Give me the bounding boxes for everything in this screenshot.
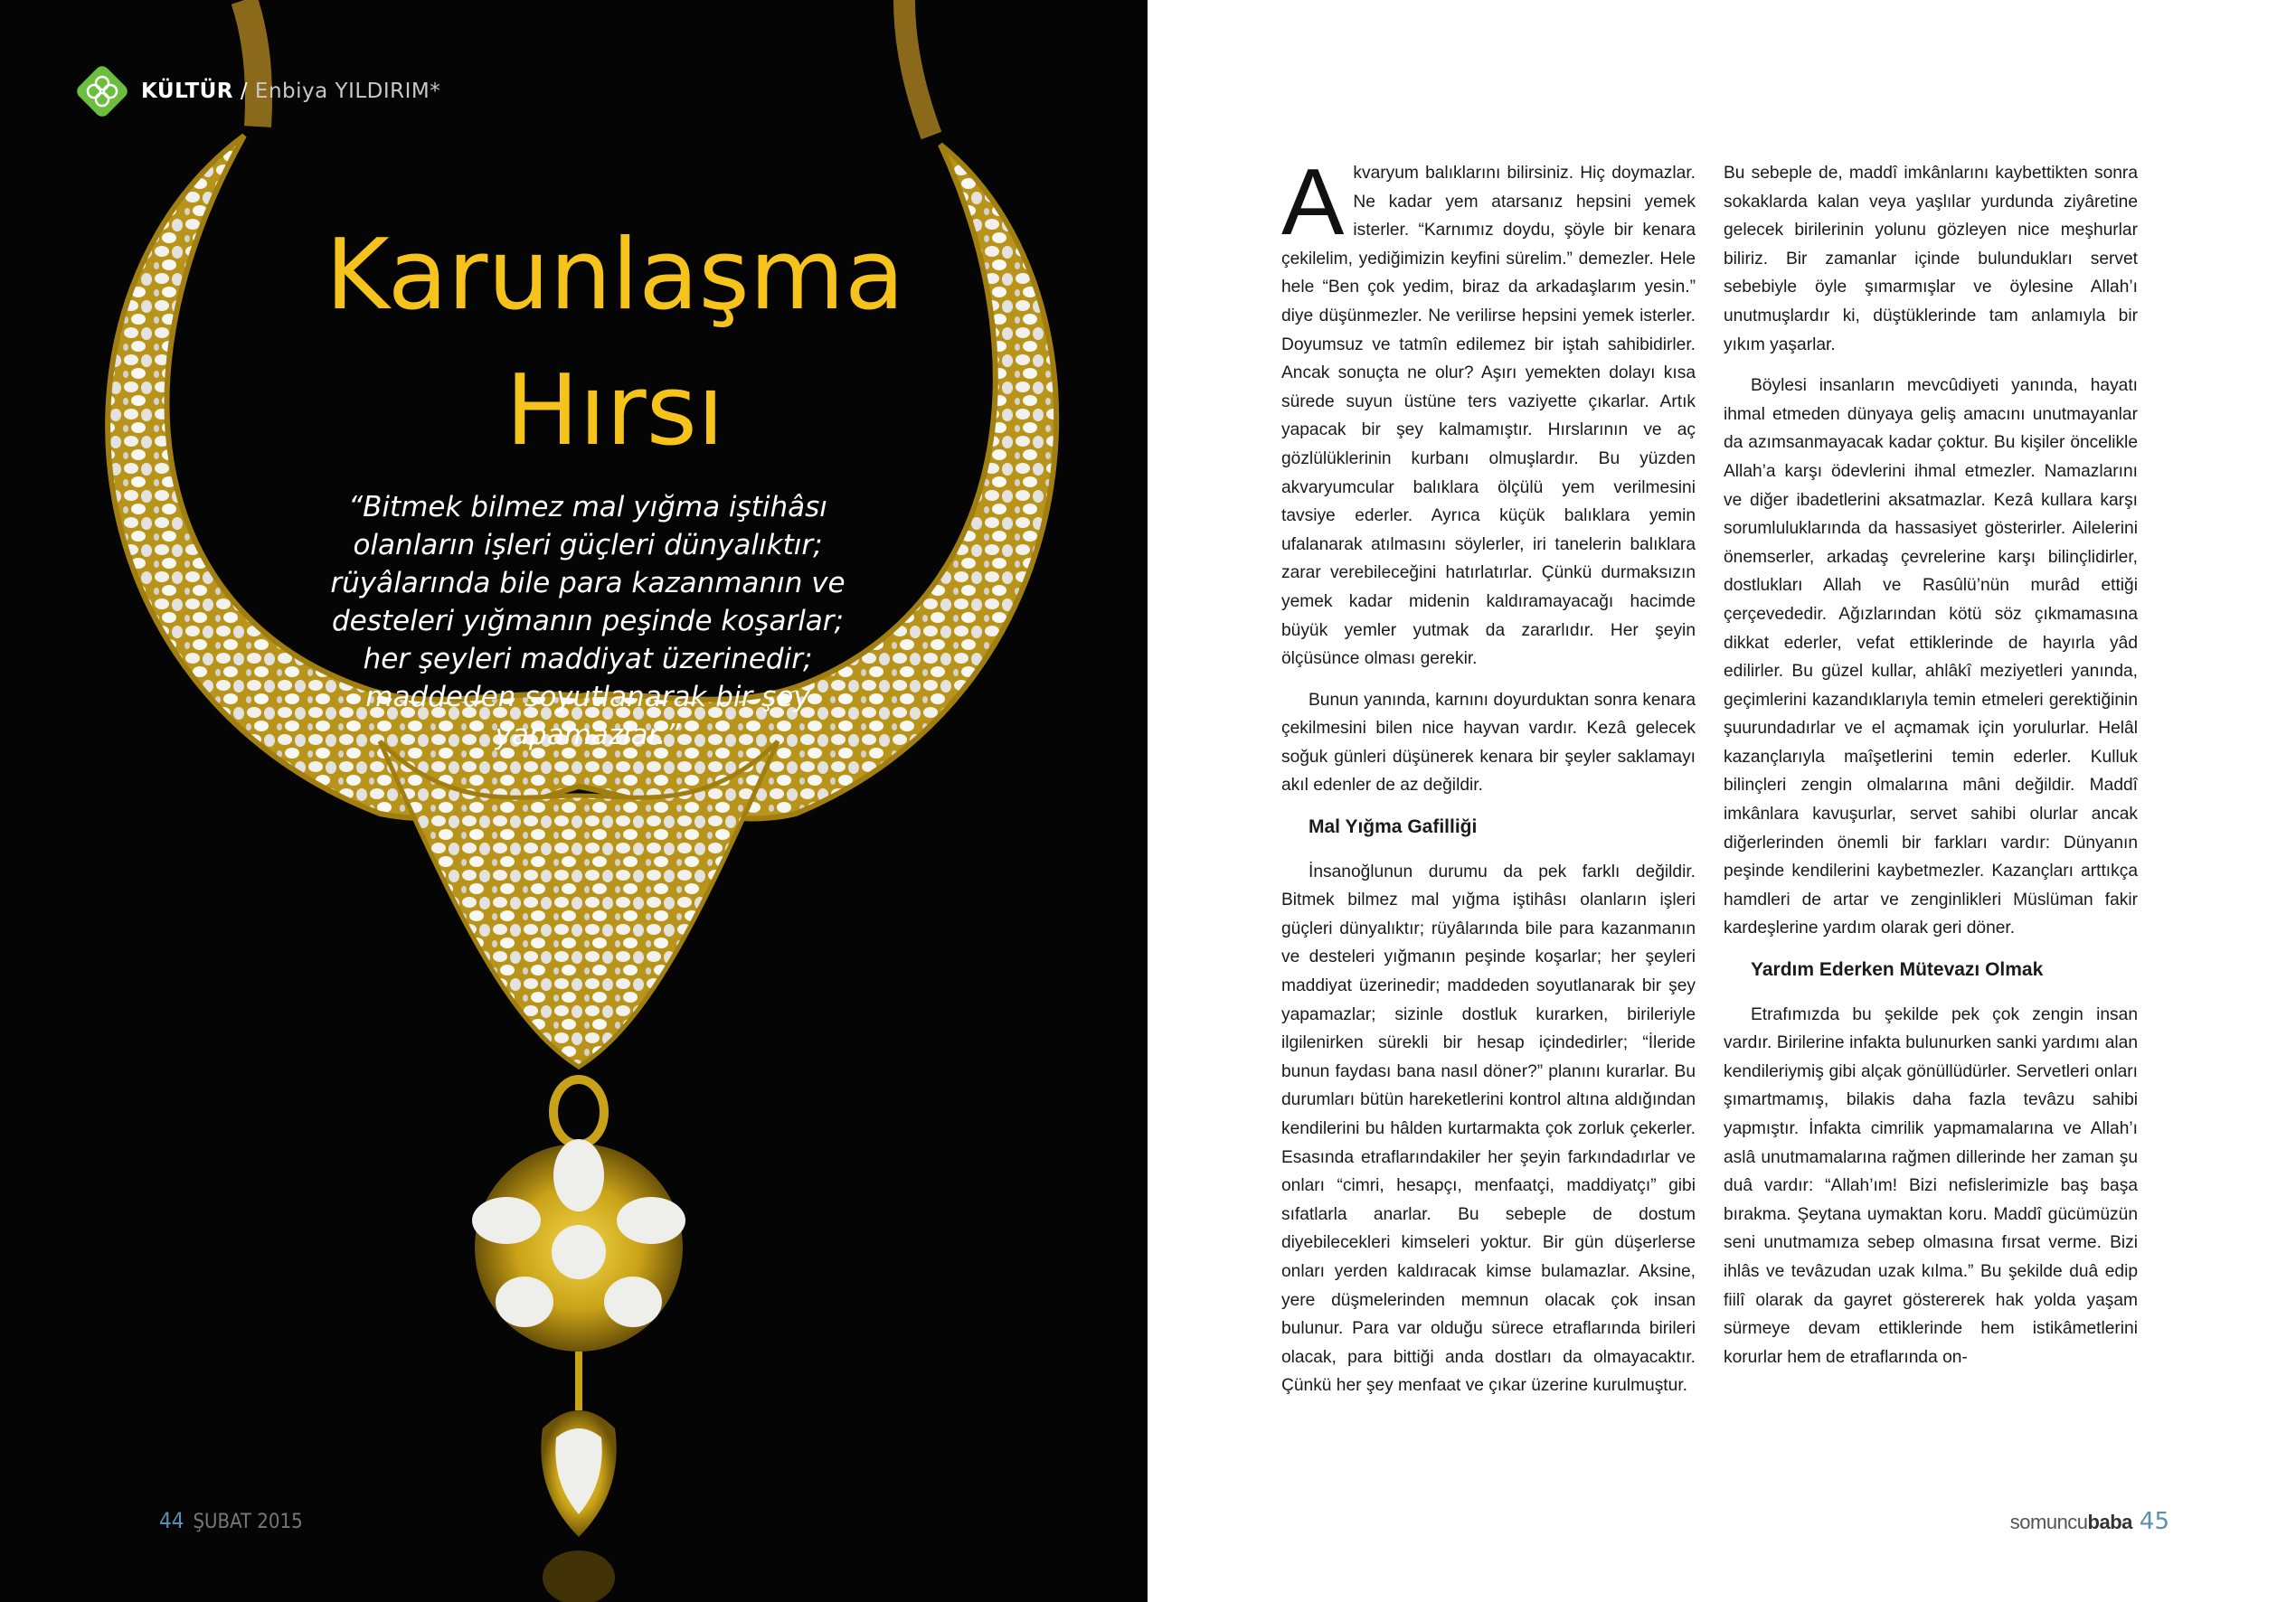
byline-separator: / [233,80,255,103]
subheading: Mal Yığma Gafilliği [1309,816,1478,838]
paragraph: İnsanoğlunun durumu da pek farklı değildir. Bitmek bilmez mal yığma iştihâsı olanların işleri güçleri dünyalıktır; rüyâlarında bile para kazanmanın ve desteleri yığmanın peşinde koşarlar; her şeyleri maddiyat üzerinedir; maddeden soyutlanarak bir şey yapamazlar; sizinle dostluk kurarken, birileriyle ilgilenirken sürekli bir hesap içindedirler; “İleride bunun faydası bana nasıl döner?” planını kurarlar. Bu durumları bütün hareketlerini kontrol altına aldığından kendilerini bu hâlden kurtarmakta çok zorluk çekerler. Esasında etraflarındakiler her şeyin farkındadırlar ve onları “cimri, hesapçı, menfaatçi, maddiyatçı” gibi sıfatlarla anarlar. Bu sebeple de dostum diyebilecekleri kimseleri yoktur. Bir gün düşerlerse onları yerden kaldıracak kimse bulamazlar. Aksine, yere düşmelerinden memnun olacak çok insan bulunur. Para var olduğu sürece etraflarında birileri olacak, para bittiği anda dostları da olmayacaktır. Çünkü her şey menfaat ve çıkar üzerine kurulmuştur. [1281,862,1696,1396]
drop-cap: A [1281,150,1345,255]
left-page-number: 44 [159,1508,184,1533]
section-name: KÜLTÜR [141,80,234,103]
article-column-1 [1281,150,1696,1413]
paragraph: Bunun yanında, karnını doyurduktan sonra kenara çekilmesini bilen nice hayvan vardır. Kezâ gelecek soğuk günleri düşünerek kenara bir şeyler saklamayı akıl edenler de az değildir. [1281,690,1696,796]
article-column-2 [1724,159,2138,1384]
right-page-number: 45 [2139,1508,2169,1535]
article-title [298,208,931,479]
left-folio [159,1508,303,1533]
pullquote-line: olanların işleri güçleri dünyalıktır; [353,529,823,561]
magazine-brand [2010,1511,2132,1534]
title-line-2: Hırsı [505,354,724,467]
pullquote-line: “Bitmek bilmez mal yığma iştihâsı [348,491,827,523]
issue-date: ŞUBAT 2015 [193,1511,303,1533]
brand-part-2: baba [2087,1511,2132,1533]
right-folio [2010,1508,2169,1535]
paragraph: Böylesi insanların mevcûdiyeti yanında, hayatı ihmal etmeden dünyaya geliş amacını unutmayanlar da azımsanmayacak kadar çoktur. Bu kişiler öncelikle Allah’a karşı ödevlerini ihmal etmezler. Namazlarını ve diğer ibadetlerini aksatmazlar. Kezâ kullara karşı sorumluluklarında da hassasiyet gösterirler. Ailelerini önemserler, arkadaş çevrelerine karşı bilinçlidirler, dostlukları Allah ve Rasûlü’nün murâd ettiği çerçevededir. Ağızlarından kötü söz çıkmamasına dikkat ederler, vefat ettiklerinde de hayırla yâd edilirler. Bu güzel kullar, ahlâkî meziyetleri yanında, geçimlerini kazandıklarıyla temin etmeleri gerektiğinin şuurundadırlar ve el açmamak için yorulurlar. Helâl kazançlarıyla maîşetlerini temin ederler. Kulluk bilinçleri zengin olmalarına mâni değildir. Maddî imkânlara kavuşurlar, servet sahibi olurlar ancak diğerlerinden önemli bir farkları vardır: Dünyanın peşinde kendilerini kaybetmezler. Kazançları arttıkça hamdleri de artar ve zenginlikleri Müslüman fakir kardeşlerine yardım olarak geri döner. [1724,376,2138,938]
section-byline [141,80,440,103]
pull-quote [326,488,850,754]
paragraph [1281,150,1696,674]
title-line-1: Karunlaşma [325,219,905,332]
pullquote-line: desteleri yığmanın peşinde koşarlar; [332,605,844,637]
pullquote-line: rüyâlarında bile para kazanmanın ve [330,567,846,599]
brand-part-1: somuncu [2009,1511,2088,1533]
paragraph: Etrafımızda bu şekilde pek çok zengin insan vardır. Birilerine infakta bulunurken sanki yardımı alan kendileriymiş gibi alçak gönüllüdürler. Servetleri onları şımartmamış, bilakis daha fazla tevâzu sahibi yapmıştır. İnfakta cimrilik yapmamalarına ve Allah’ı aslâ unutmamalarına rağmen dillerinde her zaman şu duâ vardır: “Allah’ım! Bizi nefislerimizle baş başa bırakma. Şeytana uymaktan koru. Maddî gücümüzün seni unutmamıza sebep olmasına fırsat verme. Bizi ihlâs ve tevâzudan uzak kılma.” Bu şekilde duâ edip fiilî olarak da gayret göstererek hak yolda yaşam sürmeye devam ettiklerinde hem istikâmetlerini korurlar hem de etraflarında on- [1724,1004,2138,1367]
pullquote-line: yapamazlar.” [495,719,681,751]
right-page [1148,0,2296,1602]
paragraph-text: kvaryum balıklarını bilirsiniz. Hiç doymazlar. Ne kadar yem atarsanız hepsini yemek isterler. “Karnımız doydu, şöyle bir kenara çekilelim, yediğimizin keyfini sürelim.” demezler. Hele hele “Ben çok yedim, biraz da arkadaşlarım yesin.” diye düşünmezler. Ne verilirse hepsini yemek isterler. Doyumsuz ve tatmîn edilemez bir iştah sahibidirler. Ancak sonuçta ne olur? Aşırı yemekten dolayı kısa sürede suyun üstüne ters vaziyette çıkarlar. Artık yapacak bir şey kalmamıştır. Hırslarının ve aç gözlülüklerinin kurbanı olmuşlardır. Bu yüzden akvaryumcular balıklara ölçülü yem verilmesini tavsiye ederler. Ayrıca küçük balıklara yemin ufalanarak atılmasını söylerler, iri tanelerin balıklara zarar verebileceğini hatırlatırlar. Çünkü durmaksızın yemek kadar midenin kaldıramayacağı hacimde büyük yemler yutmak da zararlıdır. Her şeyin ölçüsünce olması gerekir. [1281,164,1696,669]
subheading: Yardım Ederken Mütevazı Olmak [1751,959,2044,981]
section-tag [72,61,440,121]
author-name: Enbiya YILDIRIM* [254,80,441,103]
kultur-logo-icon [72,61,132,121]
pullquote-line: maddeden soyutlanarak bir şey [365,681,810,713]
pullquote-line: her şeyleri maddiyat üzerinedir; [363,643,813,675]
paragraph: Bu sebeple de, maddî imkânlarını kaybettikten sonra sokaklarda kalan veya yaşlılar yurdunda ziyâretine gelecek birilerinin yolunu gözleyen nice meşhurlar biliriz. Bir zamanlar içinde bulundukları servet sebebiyle öyle şımarmışlar ve öylesine Allah’ı unutmuşlardır ki, düştüklerinde tam anlamıyla bir yıkım yaşarlar. [1724,164,2138,354]
